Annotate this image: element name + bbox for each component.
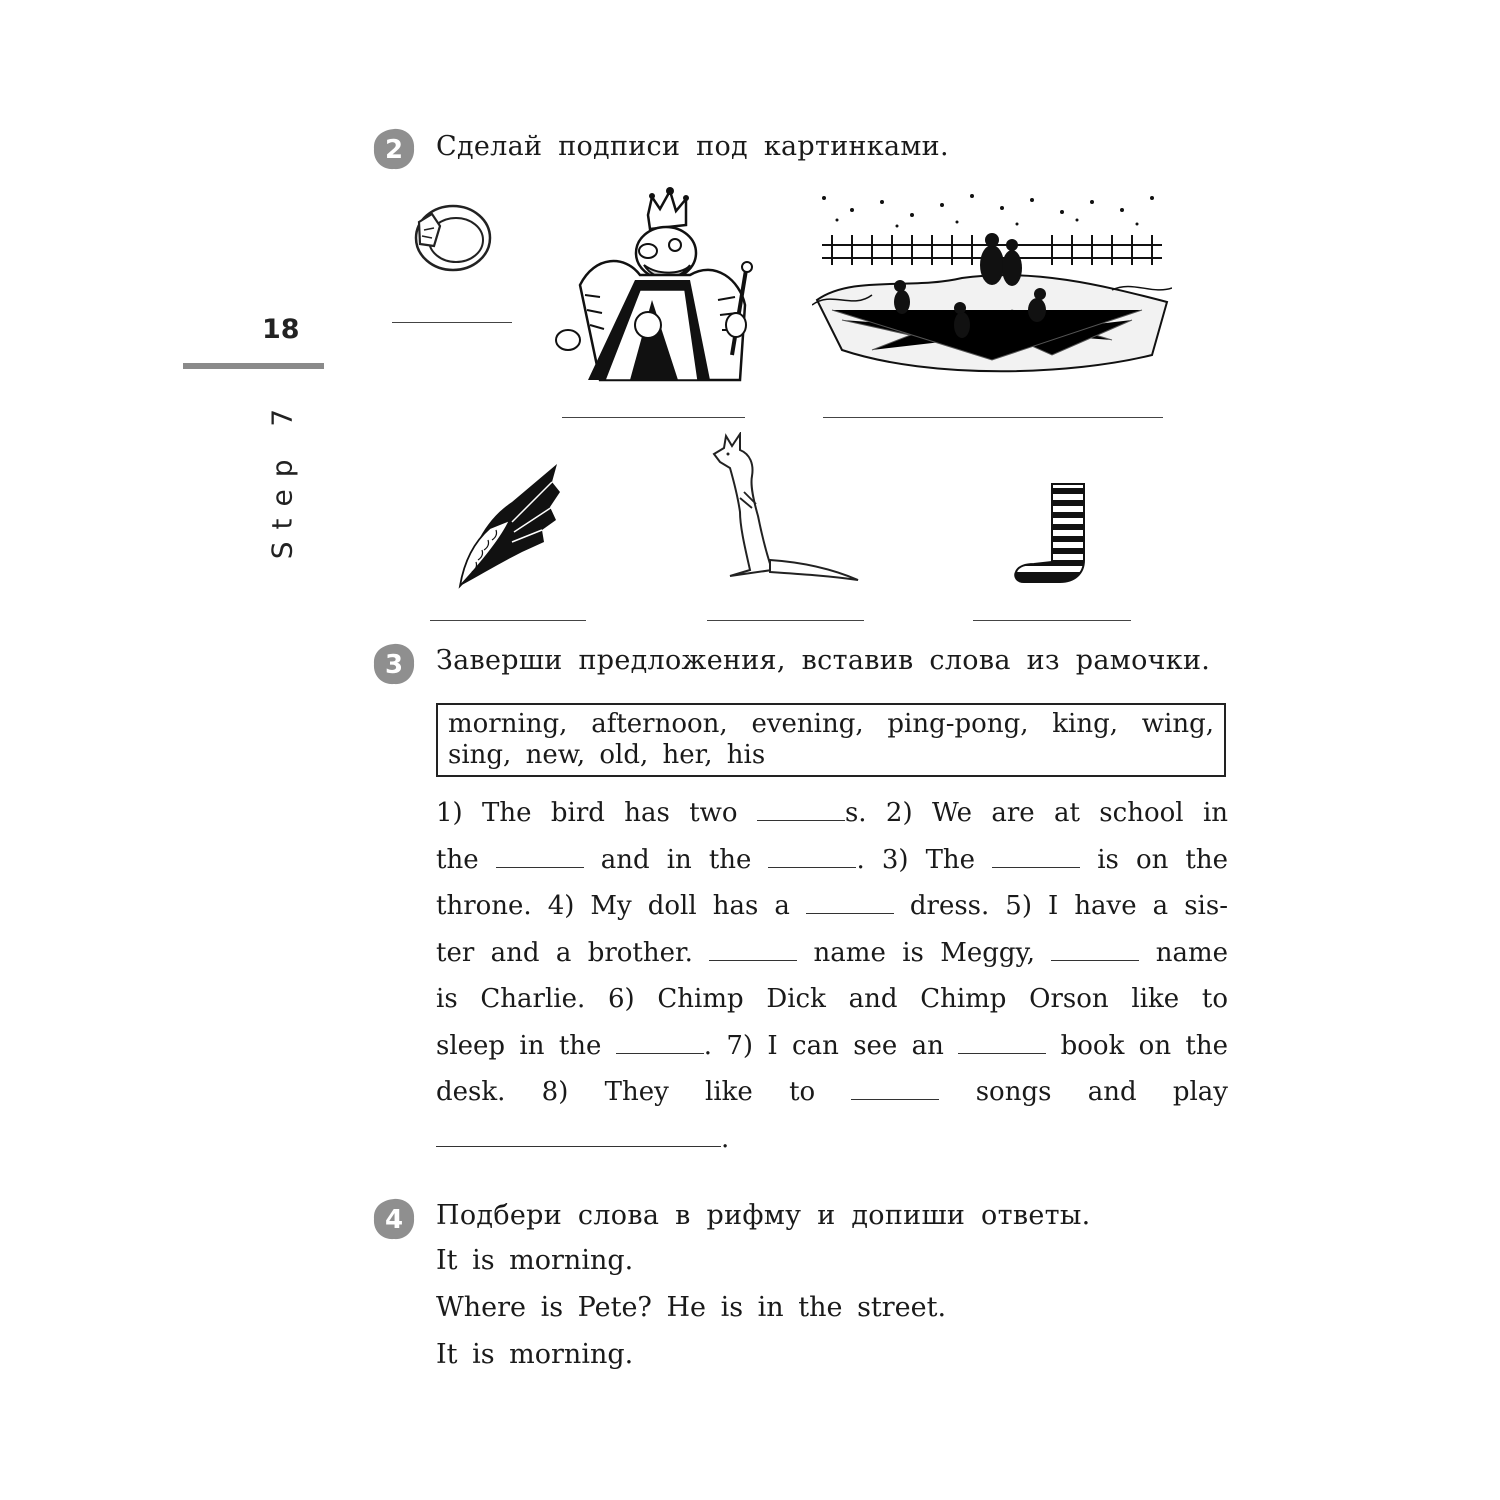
page-number: 18 [262, 314, 300, 345]
sentence-text: . [721, 1123, 730, 1154]
exercise-number-badge [372, 127, 416, 171]
fill-in-sentences [436, 790, 1228, 1162]
answer-line[interactable] [707, 620, 864, 621]
sentence-text: is on the throne. 4) My doll has a [436, 844, 1228, 921]
sentence-text: and in the [583, 844, 769, 875]
sentence-text: 1) The bird has two [436, 798, 757, 828]
sentence-text: s. 2) We are at school in the [436, 798, 1229, 875]
blank-line[interactable] [436, 1124, 721, 1147]
blank-line[interactable] [1051, 938, 1139, 961]
answer-line[interactable] [562, 417, 745, 418]
page-divider [183, 363, 324, 369]
word-box-line: sing, new, old, her, his [448, 740, 766, 770]
answer-line[interactable] [430, 620, 586, 621]
exercise-number: 4 [384, 1205, 404, 1235]
exercise-number: 3 [384, 650, 404, 680]
exercise-number-badge [372, 1197, 416, 1241]
rhyme-line: Where is Pete? He is in the street. [436, 1292, 947, 1323]
blank-line[interactable] [496, 845, 584, 868]
sentence-text: dress. 5) I have a sister and a brother. [436, 891, 1228, 968]
answer-line[interactable] [823, 417, 1163, 418]
sentence-text: name is Charlie. 6) Chimp Dick and Chimp Orson like to sleep in the [436, 937, 1228, 1061]
sentence-text: . 3) The [856, 844, 993, 875]
blank-line[interactable] [709, 938, 797, 961]
exercise-number: 2 [384, 135, 404, 165]
skating-rink-picture [812, 190, 1172, 380]
blank-line[interactable] [616, 1031, 704, 1054]
word-box [436, 703, 1226, 777]
blank-line[interactable] [768, 845, 856, 868]
blank-line[interactable] [992, 845, 1080, 868]
blank-line[interactable] [851, 1077, 939, 1100]
sentence-text: . 7) I can see an [703, 1030, 959, 1061]
answer-line[interactable] [973, 620, 1131, 621]
exercise-title: Сделай подписи под картинками. [436, 131, 949, 162]
king-picture [540, 185, 755, 385]
sock-picture [1012, 482, 1090, 586]
ring-picture [410, 200, 495, 275]
blank-line[interactable] [958, 1031, 1046, 1054]
blank-line[interactable] [757, 798, 845, 821]
blank-line[interactable] [806, 891, 894, 914]
sentence-text: name is Meggy, [797, 937, 1052, 968]
word-box-line: morning, afternoon, evening, ping-pong, king, wing, [448, 709, 1214, 739]
sentence-text: songs and play [939, 1077, 1228, 1107]
wing-picture [452, 462, 562, 590]
rhyme-line: It is morning. [436, 1339, 634, 1370]
rhyme-line: It is morning. [436, 1245, 634, 1276]
exercise-title: Подбери слова в рифму и допиши ответы. [436, 1200, 1091, 1231]
sentence-text: book on the desk. 8) They like to [436, 1030, 1228, 1107]
kangaroo-picture [710, 432, 862, 582]
answer-line[interactable] [392, 322, 512, 323]
exercise-title: Заверши предложения, вставив слова из рамочки. [436, 645, 1211, 676]
step-label: Step 7 [265, 396, 299, 560]
exercise-number-badge [372, 642, 416, 686]
